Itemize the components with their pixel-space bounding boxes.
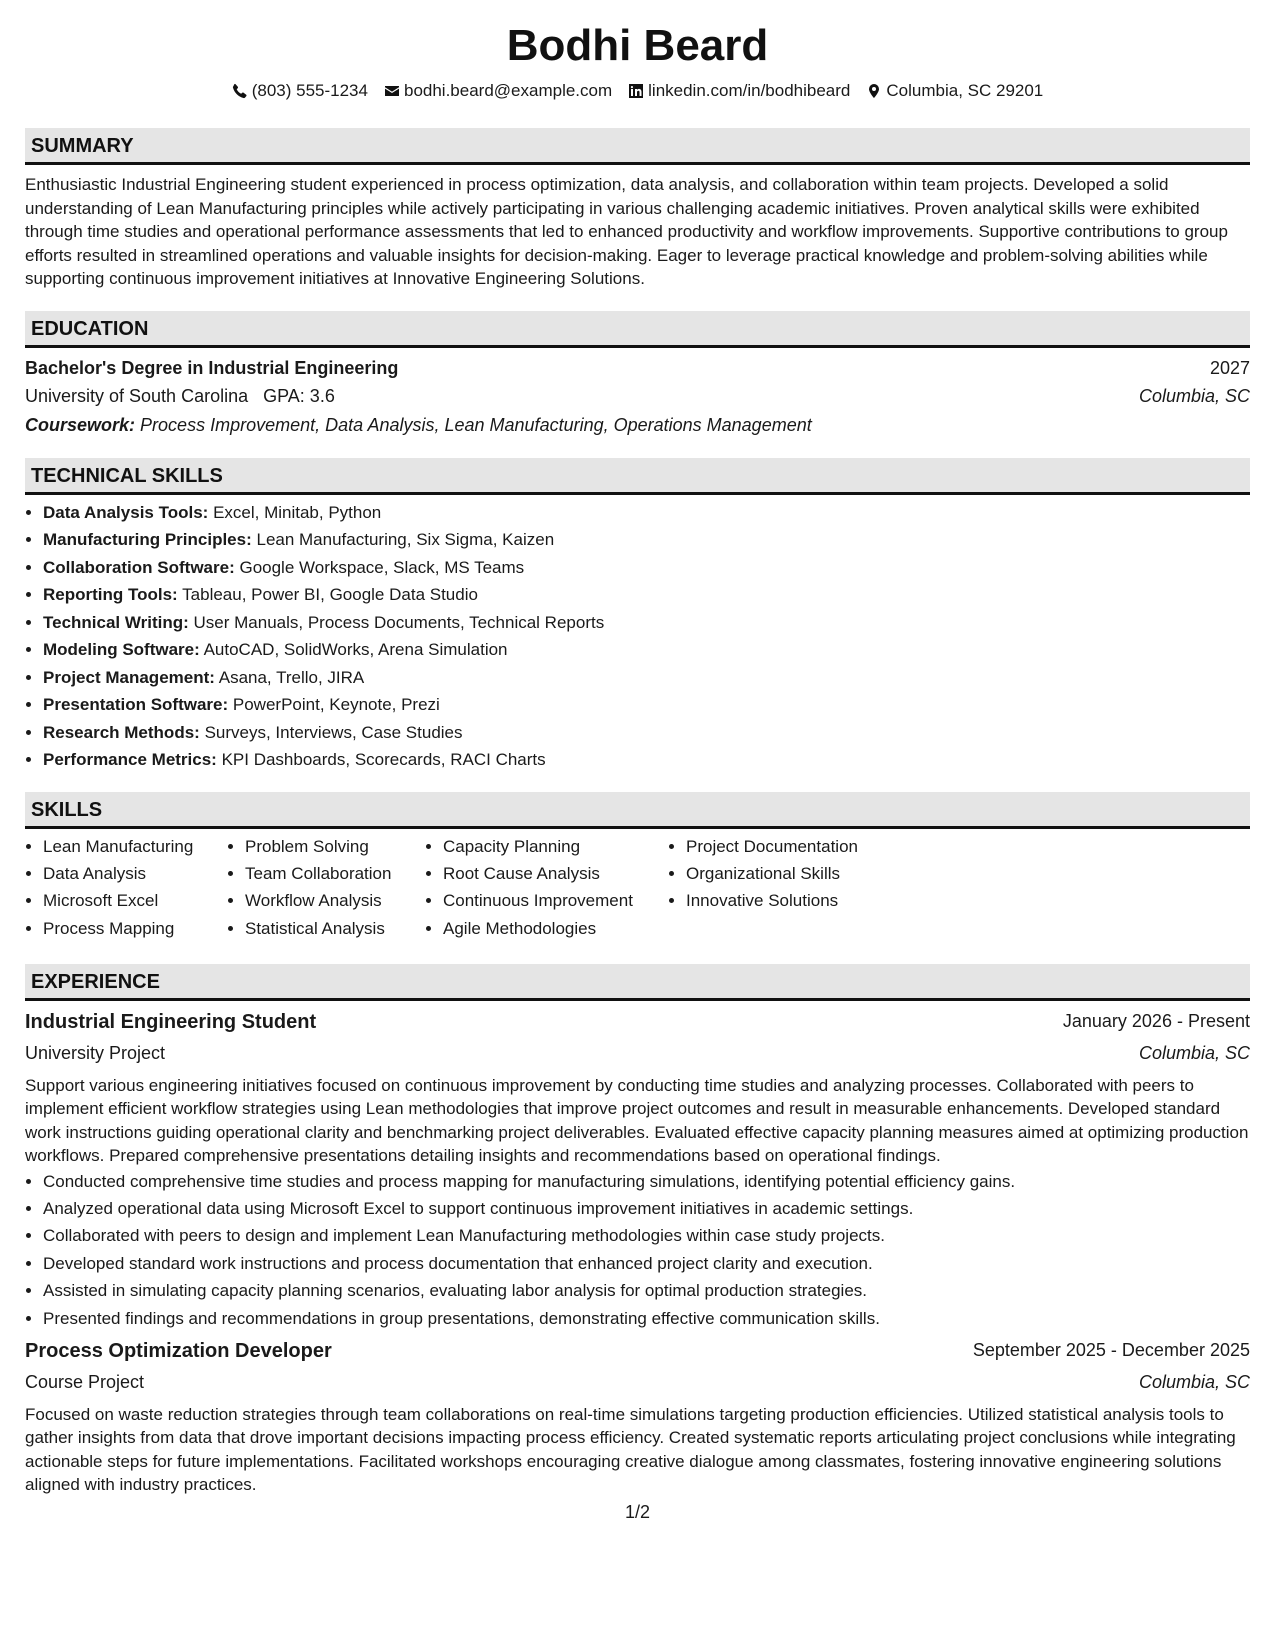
envelope-icon bbox=[384, 83, 400, 99]
candidate-name: Bodhi Beard bbox=[506, 21, 769, 70]
list-item: • Team Collaboration bbox=[245, 862, 425, 885]
job-title: Process Optimization Developer bbox=[25, 1340, 332, 1363]
list-item bbox=[43, 556, 1250, 579]
list-item: • Agile Methodologies bbox=[443, 917, 668, 940]
list-item: • Innovative Solutions bbox=[686, 889, 926, 912]
list-item bbox=[43, 666, 1250, 689]
job-description: Support various engineering initiatives focused on continuous improvement by conducting time studies and analyzing processes. Collaborated with peers to implement efficient workflow strategies using Lean methodologies that improve project outcomes and result in measurable enhancements. Developed standard work instructions guiding operational clarity and benchmarking project deliverables. Evaluated effective capacity planning measures aimed at optimizing production workflows. Prepared comprehensive presentations detailing insights and recommendations based on operational findings. bbox=[25, 1075, 1249, 1166]
list-item: • Statistical Analysis bbox=[245, 917, 425, 940]
linkedin-icon bbox=[628, 83, 644, 99]
resume-page bbox=[25, 20, 1250, 1497]
skills-grid bbox=[25, 835, 1250, 945]
map-pin-icon bbox=[866, 83, 882, 99]
list-item bbox=[43, 693, 1250, 716]
phone-text: (803) 555-1234 bbox=[251, 80, 368, 100]
skill-value: PowerPoint, Keynote, Prezi bbox=[232, 695, 440, 715]
list-item: • Collaborated with peers to design and implement Lean Manufacturing methodologies within case study projects. bbox=[43, 1224, 1250, 1247]
skill-value: Lean Manufacturing, Six Sigma, Kaizen bbox=[256, 530, 555, 550]
skill-label: Project Management: bbox=[43, 667, 215, 687]
technical-skills-list bbox=[25, 501, 1250, 772]
job-title: Industrial Engineering Student bbox=[25, 1011, 317, 1034]
list-item: • Organizational Skills bbox=[686, 862, 926, 885]
page-number: 1/2 bbox=[624, 1502, 651, 1522]
skill-value: Excel, Minitab, Python bbox=[213, 503, 382, 522]
list-item: • Conducted comprehensive time studies and process mapping for manufacturing simulations, identifying potential efficiency gains. bbox=[43, 1170, 1250, 1193]
contact-location bbox=[866, 79, 1043, 102]
list-item bbox=[43, 748, 1250, 771]
coursework-list: Process Improvement, Data Analysis, Lean Manufacturing, Operations Management bbox=[140, 415, 812, 436]
list-item bbox=[43, 528, 1250, 551]
school-location: Columbia, SC bbox=[1138, 386, 1250, 407]
degree-title: Bachelor's Degree in Industrial Engineering bbox=[25, 357, 399, 378]
job-location: Columbia, SC bbox=[1138, 1042, 1250, 1063]
email-text: bodhi.beard@example.com bbox=[403, 80, 613, 100]
coursework-label: Coursework: bbox=[25, 415, 136, 436]
skills-column-3 bbox=[425, 835, 668, 945]
list-item: • Workflow Analysis bbox=[245, 889, 425, 912]
education-heading: EDUCATION bbox=[25, 311, 1250, 348]
list-item: • Process Mapping bbox=[43, 917, 227, 940]
job-dates: January 2026 - Present bbox=[1062, 1011, 1250, 1032]
skill-value: Tableau, Power BI, Google Data Studio bbox=[182, 585, 478, 605]
linkedin-text: linkedin.com/in/bodhibeard bbox=[648, 80, 851, 100]
contact-phone[interactable] bbox=[232, 79, 368, 102]
technical-skills-heading: TECHNICAL SKILLS bbox=[25, 458, 1250, 495]
list-item: • Microsoft Excel bbox=[43, 889, 227, 912]
skill-value: Surveys, Interviews, Case Studies bbox=[204, 722, 463, 742]
job-org: University Project bbox=[25, 1042, 166, 1063]
skill-value: Asana, Trello, JIRA bbox=[218, 667, 365, 687]
list-item: • Presented findings and recommendations in group presentations, demonstrating effective communication skills. bbox=[43, 1307, 1250, 1330]
gpa: GPA: 3.6 bbox=[263, 386, 335, 407]
coursework-line bbox=[25, 413, 1250, 438]
list-item: • Lean Manufacturing bbox=[43, 835, 227, 858]
list-item: • Problem Solving bbox=[245, 835, 425, 858]
summary-text: Enthusiastic Industrial Engineering student experienced in process optimization, data analysis, and collaboration within team projects. Developed a solid understanding of Lean Manufacturing principles while actively participating in various challenging academic initiatives. Proven analytical skills were exhibited through time studies and operational performance assessments that led to enhanced productivity and workflow improvements. Supportive contributions to group efforts resulted in streamlined operations and valuable insights for decision-making. Eager to leverage practical knowledge and problem-solving abilities while supporting continuous improvement initiatives at Innovative Engineering Solutions. bbox=[25, 175, 1228, 289]
job-description: Focused on waste reduction strategies through team collaborations on real-time simulations targeting production efficiencies. Utilized statistical analysis tools to gather insights from data that drove important decisions impacting process efficiency. Created systematic reports articulating project conclusions while integrating actionable steps for future implementations. Facilitated workshops encouraging creative dialogue among classmates, fostering innovative engineering solutions aligned with industry practices. bbox=[25, 1404, 1236, 1495]
job-org-row bbox=[25, 1041, 1250, 1066]
skills-column-2 bbox=[227, 835, 425, 945]
skill-label: Data Analysis Tools: bbox=[43, 503, 209, 522]
skill-label: Modeling Software: bbox=[43, 640, 200, 660]
school-info bbox=[25, 384, 335, 409]
list-item: • Developed standard work instructions and process documentation that enhanced project clarity and execution. bbox=[43, 1252, 1250, 1275]
job-bullets bbox=[25, 1170, 1250, 1331]
education-degree-row bbox=[25, 356, 1250, 381]
list-item: • Data Analysis bbox=[43, 862, 227, 885]
list-item bbox=[43, 721, 1250, 744]
skill-label: Research Methods: bbox=[43, 722, 200, 742]
skill-value: KPI Dashboards, Scorecards, RACI Charts bbox=[221, 750, 546, 770]
job-org: Course Project bbox=[25, 1371, 145, 1392]
skill-label: Manufacturing Principles: bbox=[43, 530, 252, 550]
graduation-year: 2027 bbox=[1209, 357, 1250, 378]
list-item: • Root Cause Analysis bbox=[443, 862, 668, 885]
experience-heading: EXPERIENCE bbox=[25, 964, 1250, 1001]
skills-heading: SKILLS bbox=[25, 792, 1250, 829]
contact-email[interactable] bbox=[384, 79, 612, 102]
skill-label: Presentation Software: bbox=[43, 695, 229, 715]
phone-icon bbox=[232, 83, 248, 99]
location-text: Columbia, SC 29201 bbox=[886, 80, 1044, 100]
skill-label: Technical Writing: bbox=[43, 612, 189, 632]
list-item: • Continuous Improvement bbox=[443, 889, 668, 912]
list-item: • Analyzed operational data using Microsoft Excel to support continuous improvement initiatives in academic settings. bbox=[43, 1197, 1250, 1220]
list-item: • Assisted in simulating capacity planning scenarios, evaluating labor analysis for optimal production strategies. bbox=[43, 1279, 1250, 1302]
job-title-row bbox=[25, 1338, 1250, 1366]
education-school-row bbox=[25, 384, 1250, 409]
summary-heading: SUMMARY bbox=[25, 128, 1250, 165]
list-item bbox=[43, 501, 1250, 524]
skills-column-4 bbox=[668, 835, 926, 945]
skill-label: Reporting Tools: bbox=[43, 585, 178, 605]
skills-column-1 bbox=[25, 835, 227, 945]
job-title-row bbox=[25, 1009, 1250, 1037]
list-item bbox=[43, 611, 1250, 634]
skill-value: Google Workspace, Slack, MS Teams bbox=[239, 557, 525, 577]
skill-label: Performance Metrics: bbox=[43, 750, 217, 770]
contact-linkedin[interactable] bbox=[628, 79, 850, 102]
skill-value: User Manuals, Process Documents, Technical Reports bbox=[193, 612, 605, 632]
list-item: • Project Documentation bbox=[686, 835, 926, 858]
contact-bar bbox=[25, 79, 1250, 102]
list-item bbox=[43, 583, 1250, 606]
list-item: • Capacity Planning bbox=[443, 835, 668, 858]
school-name: University of South Carolina bbox=[25, 386, 249, 407]
list-item bbox=[43, 638, 1250, 661]
job-location: Columbia, SC bbox=[1138, 1371, 1250, 1392]
job-org-row bbox=[25, 1370, 1250, 1395]
job-dates: September 2025 - December 2025 bbox=[972, 1340, 1250, 1361]
skill-value: AutoCAD, SolidWorks, Arena Simulation bbox=[203, 640, 508, 660]
skill-label: Collaboration Software: bbox=[43, 557, 235, 577]
